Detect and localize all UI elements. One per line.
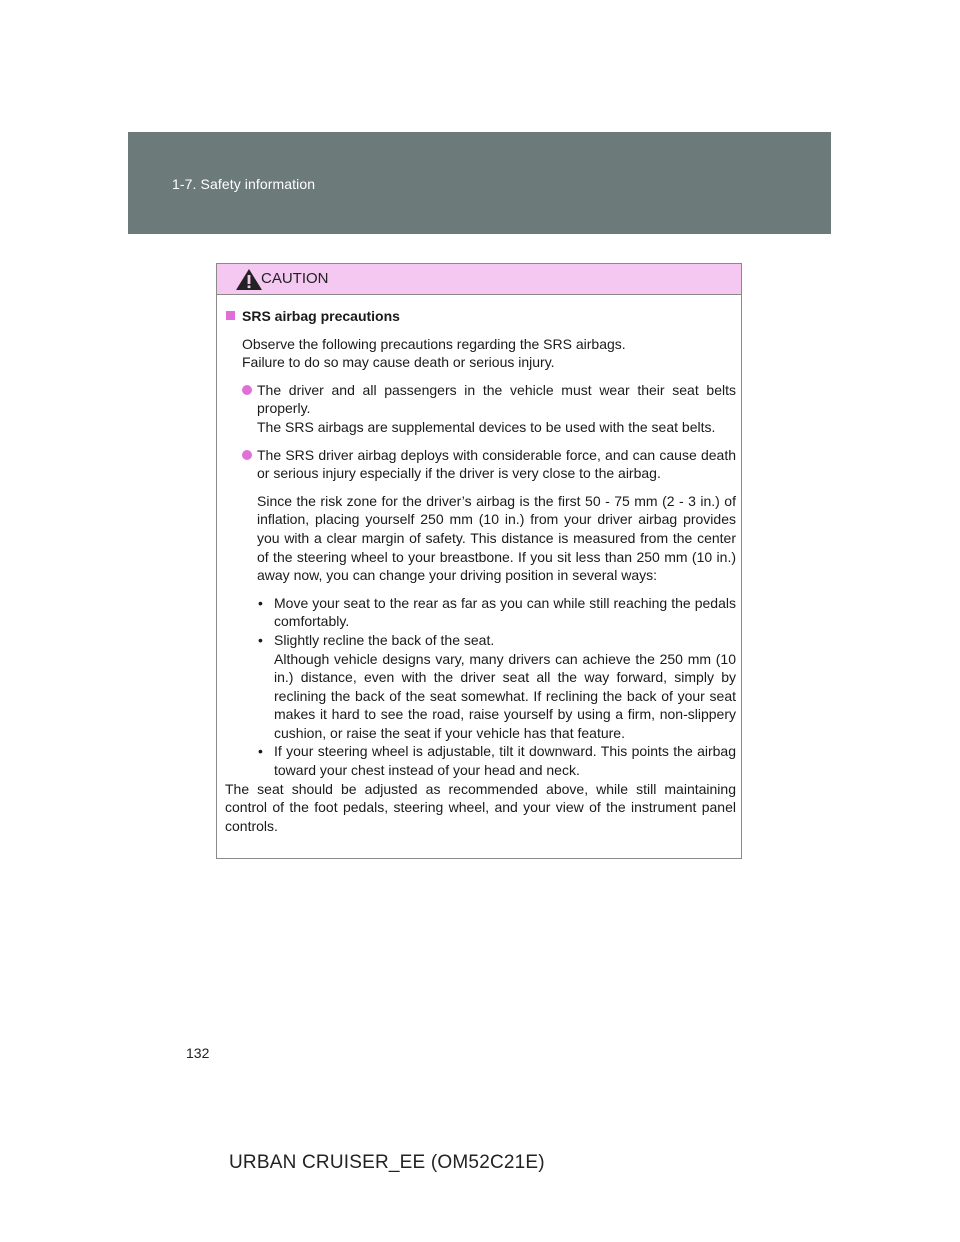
list-item-text: Move your seat to the rear as far as you can while still reaching the pedals comfortably. bbox=[274, 594, 736, 630]
bullet-item bbox=[225, 381, 736, 437]
bullet-text: The driver and all passengers in the vehicle must wear their seat belts properly. bbox=[257, 381, 736, 417]
caution-header bbox=[217, 264, 741, 295]
intro-line: Failure to do so may cause death or serious injury. bbox=[242, 354, 555, 371]
list-item bbox=[257, 742, 736, 779]
closing-paragraph: The seat should be adjusted as recommended above, while still maintaining control of the foot pedals, steering wheel, and your view of the instrument panel controls. bbox=[225, 780, 736, 834]
list-bullet: • bbox=[258, 743, 263, 760]
section-title: 1-7. Safety information bbox=[172, 176, 316, 192]
list-item-text: Slightly recline the back of the seat. bbox=[274, 631, 495, 648]
bullet-note: The SRS airbags are supplemental devices to be used with the seat belts. bbox=[257, 418, 716, 435]
caution-box bbox=[216, 263, 742, 859]
list-bullet: • bbox=[258, 594, 263, 611]
warning-icon bbox=[235, 268, 263, 291]
ways-list bbox=[225, 594, 736, 780]
caution-label: CAUTION bbox=[261, 270, 329, 287]
section-header-band bbox=[128, 132, 831, 234]
list-item-note: Although vehicle designs vary, many drivers can achieve the 250 mm (10 in.) distance, even with the driver seat all the way forward, simply by reclining the back of the seat somewhat. If reclining the back of your seat makes it hard to see the road, raise yourself by using a firm, non-slippery cushion, or raise the seat if your vehicle has that feature. bbox=[274, 650, 736, 741]
risk-paragraph: Since the risk zone for the driver’s airbag is the first 50 - 75 mm (2 - 3 in.) of inflation, placing yourself 250 mm (10 in.) from your driver airbag provides you with a clear margin of safety. This distance is measured from the center of the steering wheel to your breastbone. If you sit less than 250 mm (10 in.) away now, you can change your driving position in several ways: bbox=[257, 492, 736, 584]
intro-line: Observe the following precautions regarding the SRS airbags. bbox=[242, 335, 626, 352]
intro-paragraph bbox=[225, 335, 736, 372]
footer-model-code: URBAN CRUISER_EE (OM52C21E) bbox=[229, 1152, 545, 1173]
circle-bullet-icon bbox=[242, 385, 252, 395]
square-bullet-icon bbox=[226, 311, 235, 320]
list-item-text: If your steering wheel is adjustable, tilt it downward. This points the airbag toward your chest instead of your head and neck. bbox=[274, 743, 736, 779]
list-bullet: • bbox=[258, 631, 263, 648]
list-item bbox=[257, 631, 736, 743]
circle-bullet-icon bbox=[242, 450, 252, 460]
bullet-text: The SRS driver airbag deploys with considerable force, and can cause death or serious injury especially if the driver is very close to the airbag. bbox=[257, 446, 736, 482]
caution-heading: SRS airbag precautions bbox=[225, 307, 736, 326]
caution-body bbox=[217, 295, 741, 835]
list-item bbox=[257, 594, 736, 631]
page-number: 132 bbox=[186, 1045, 210, 1061]
bullet-item bbox=[225, 446, 736, 483]
